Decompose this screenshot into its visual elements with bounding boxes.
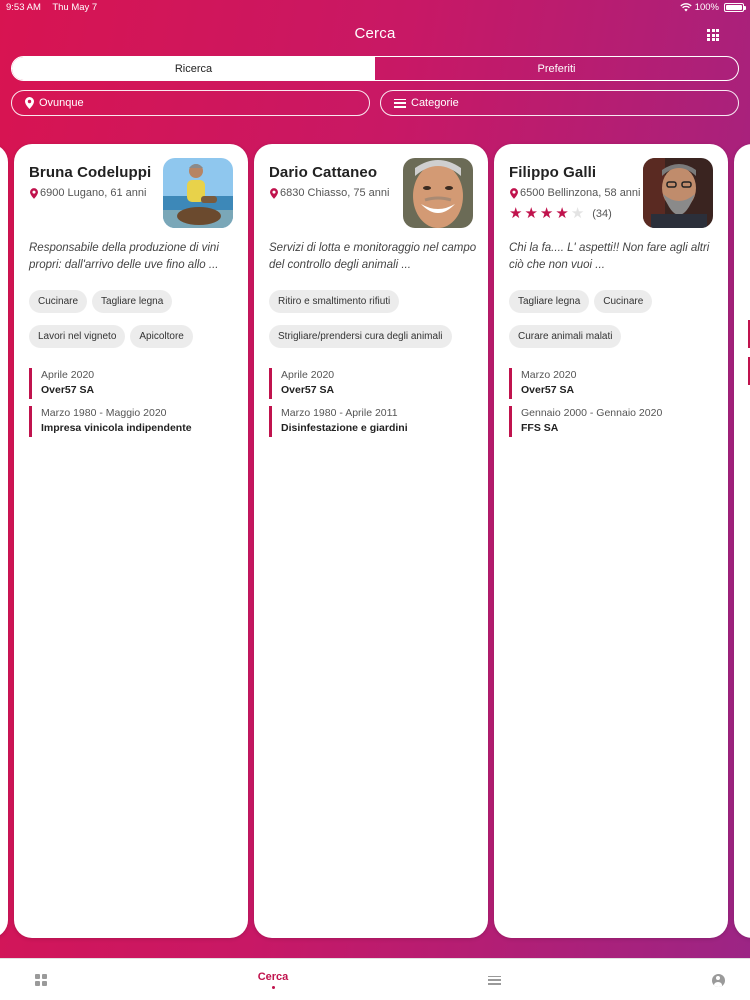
star-icon: ★ [524, 205, 538, 222]
status-time: 9:53 AM [6, 2, 41, 13]
list-icon [488, 976, 501, 985]
profile-location [30, 187, 146, 199]
star-icon: ★ [509, 205, 523, 222]
job-company: Impresa vinicola indipendente [41, 422, 192, 434]
skill-tag[interactable]: Tagliare legna [509, 290, 589, 313]
profile-location-text: 6500 Bellinzona, 58 anni [520, 187, 641, 199]
job-dates: Marzo 1980 - Aprile 2011 [281, 407, 398, 419]
tab-bar [0, 958, 750, 1000]
profile-card[interactable] [494, 144, 728, 938]
battery-percent: 100% [694, 2, 719, 13]
categories-filter-button[interactable] [380, 90, 739, 116]
tab-list[interactable] [481, 959, 507, 1000]
job-company: Over57 SA [281, 384, 335, 396]
tab-cerca[interactable] [248, 959, 298, 1000]
skill-tag[interactable]: Curare animali malati [509, 325, 621, 348]
star-rating [509, 207, 612, 221]
tab-profile[interactable] [705, 959, 731, 1000]
star-icon: ★ [570, 205, 585, 222]
location-pin-icon [270, 188, 278, 199]
tag-row [509, 290, 652, 313]
job-dates: Marzo 1980 - Maggio 2020 [41, 407, 167, 419]
profile-name: Dario Cattaneo [269, 164, 378, 181]
skill-tag[interactable]: Ritiro e smaltimento rifiuti [269, 290, 399, 313]
job-entry [509, 406, 662, 437]
segmented-control [11, 56, 739, 81]
job-dates: Aprile 2020 [281, 369, 335, 381]
profile-card-partial-left[interactable] [0, 144, 8, 938]
skill-tag[interactable]: Cucinare [29, 290, 87, 313]
tag-row [509, 325, 621, 348]
profile-location-text: 6900 Lugano, 61 anni [40, 187, 147, 199]
profile-location [270, 187, 389, 199]
page-title: Cerca [354, 25, 396, 42]
job-dates: Aprile 2020 [41, 369, 95, 381]
tab-cerca-label: Cerca [257, 971, 289, 983]
profile-description: Chi la fa.... L' aspetti!! Non fare agli altri ciò che non vuoi ... [509, 242, 710, 271]
categories-filter-label: Categorie [411, 97, 459, 109]
battery-icon [724, 3, 744, 12]
grid-icon[interactable] [707, 29, 719, 41]
skill-tag[interactable]: Apicoltore [130, 325, 192, 348]
job-company: Disinfestazione e giardini [281, 422, 408, 434]
rating-count: (34) [592, 208, 612, 220]
dashboard-icon [35, 974, 47, 986]
job-company: Over57 SA [521, 384, 575, 396]
tag-row [29, 290, 172, 313]
star-icon: ★ [555, 205, 569, 222]
tag-row [29, 325, 193, 348]
skill-tag[interactable]: Lavori nel vigneto [29, 325, 125, 348]
wifi-icon [680, 3, 692, 12]
profile-card[interactable] [14, 144, 248, 938]
profile-card[interactable] [254, 144, 488, 938]
tag-row [269, 325, 452, 348]
job-entry [269, 406, 408, 437]
profile-description: Responsabile della produzione di vini propri: dall'arrivo delle uve fino allo ... [29, 242, 219, 271]
status-bar [0, 0, 750, 16]
location-pin-icon [25, 97, 34, 109]
job-entry [269, 368, 334, 399]
avatar [163, 158, 233, 228]
job-company: FFS SA [521, 422, 559, 434]
avatar [403, 158, 473, 228]
skill-tag[interactable]: Tagliare legna [92, 290, 172, 313]
location-filter-button[interactable] [11, 90, 370, 116]
tab-preferiti[interactable]: Preferiti [537, 62, 576, 75]
job-dates: Marzo 2020 [521, 369, 577, 381]
location-filter-label: Ovunque [39, 97, 84, 109]
profile-name: Bruna Codeluppi [29, 164, 152, 181]
avatar [643, 158, 713, 228]
profile-location [510, 187, 640, 199]
profile-location-text: 6830 Chiasso, 75 anni [280, 187, 390, 199]
skill-tag[interactable]: Strigliare/prendersi cura degli animali [269, 325, 452, 348]
job-entry [29, 368, 94, 399]
profile-description: Servizi di lotta e monitoraggio nel campo del controllo degli animali ... [269, 242, 477, 271]
location-pin-icon [510, 188, 518, 199]
star-icon: ★ [539, 205, 554, 222]
status-date: Thu May 7 [52, 2, 98, 13]
job-entry [29, 406, 192, 437]
tab-dashboard[interactable] [28, 959, 54, 1000]
menu-icon [394, 99, 406, 108]
active-indicator [272, 986, 275, 989]
tab-ricerca[interactable]: Ricerca [12, 57, 375, 80]
profile-name: Filippo Galli [509, 164, 597, 181]
job-entry [509, 368, 576, 399]
tag-row [269, 290, 399, 313]
user-icon [712, 974, 725, 987]
skill-tag[interactable]: Cucinare [594, 290, 652, 313]
job-dates: Gennaio 2000 - Gennaio 2020 [521, 407, 663, 419]
job-company: Over57 SA [41, 384, 95, 396]
profile-card-partial-right[interactable] [734, 144, 750, 938]
location-pin-icon [30, 188, 38, 199]
